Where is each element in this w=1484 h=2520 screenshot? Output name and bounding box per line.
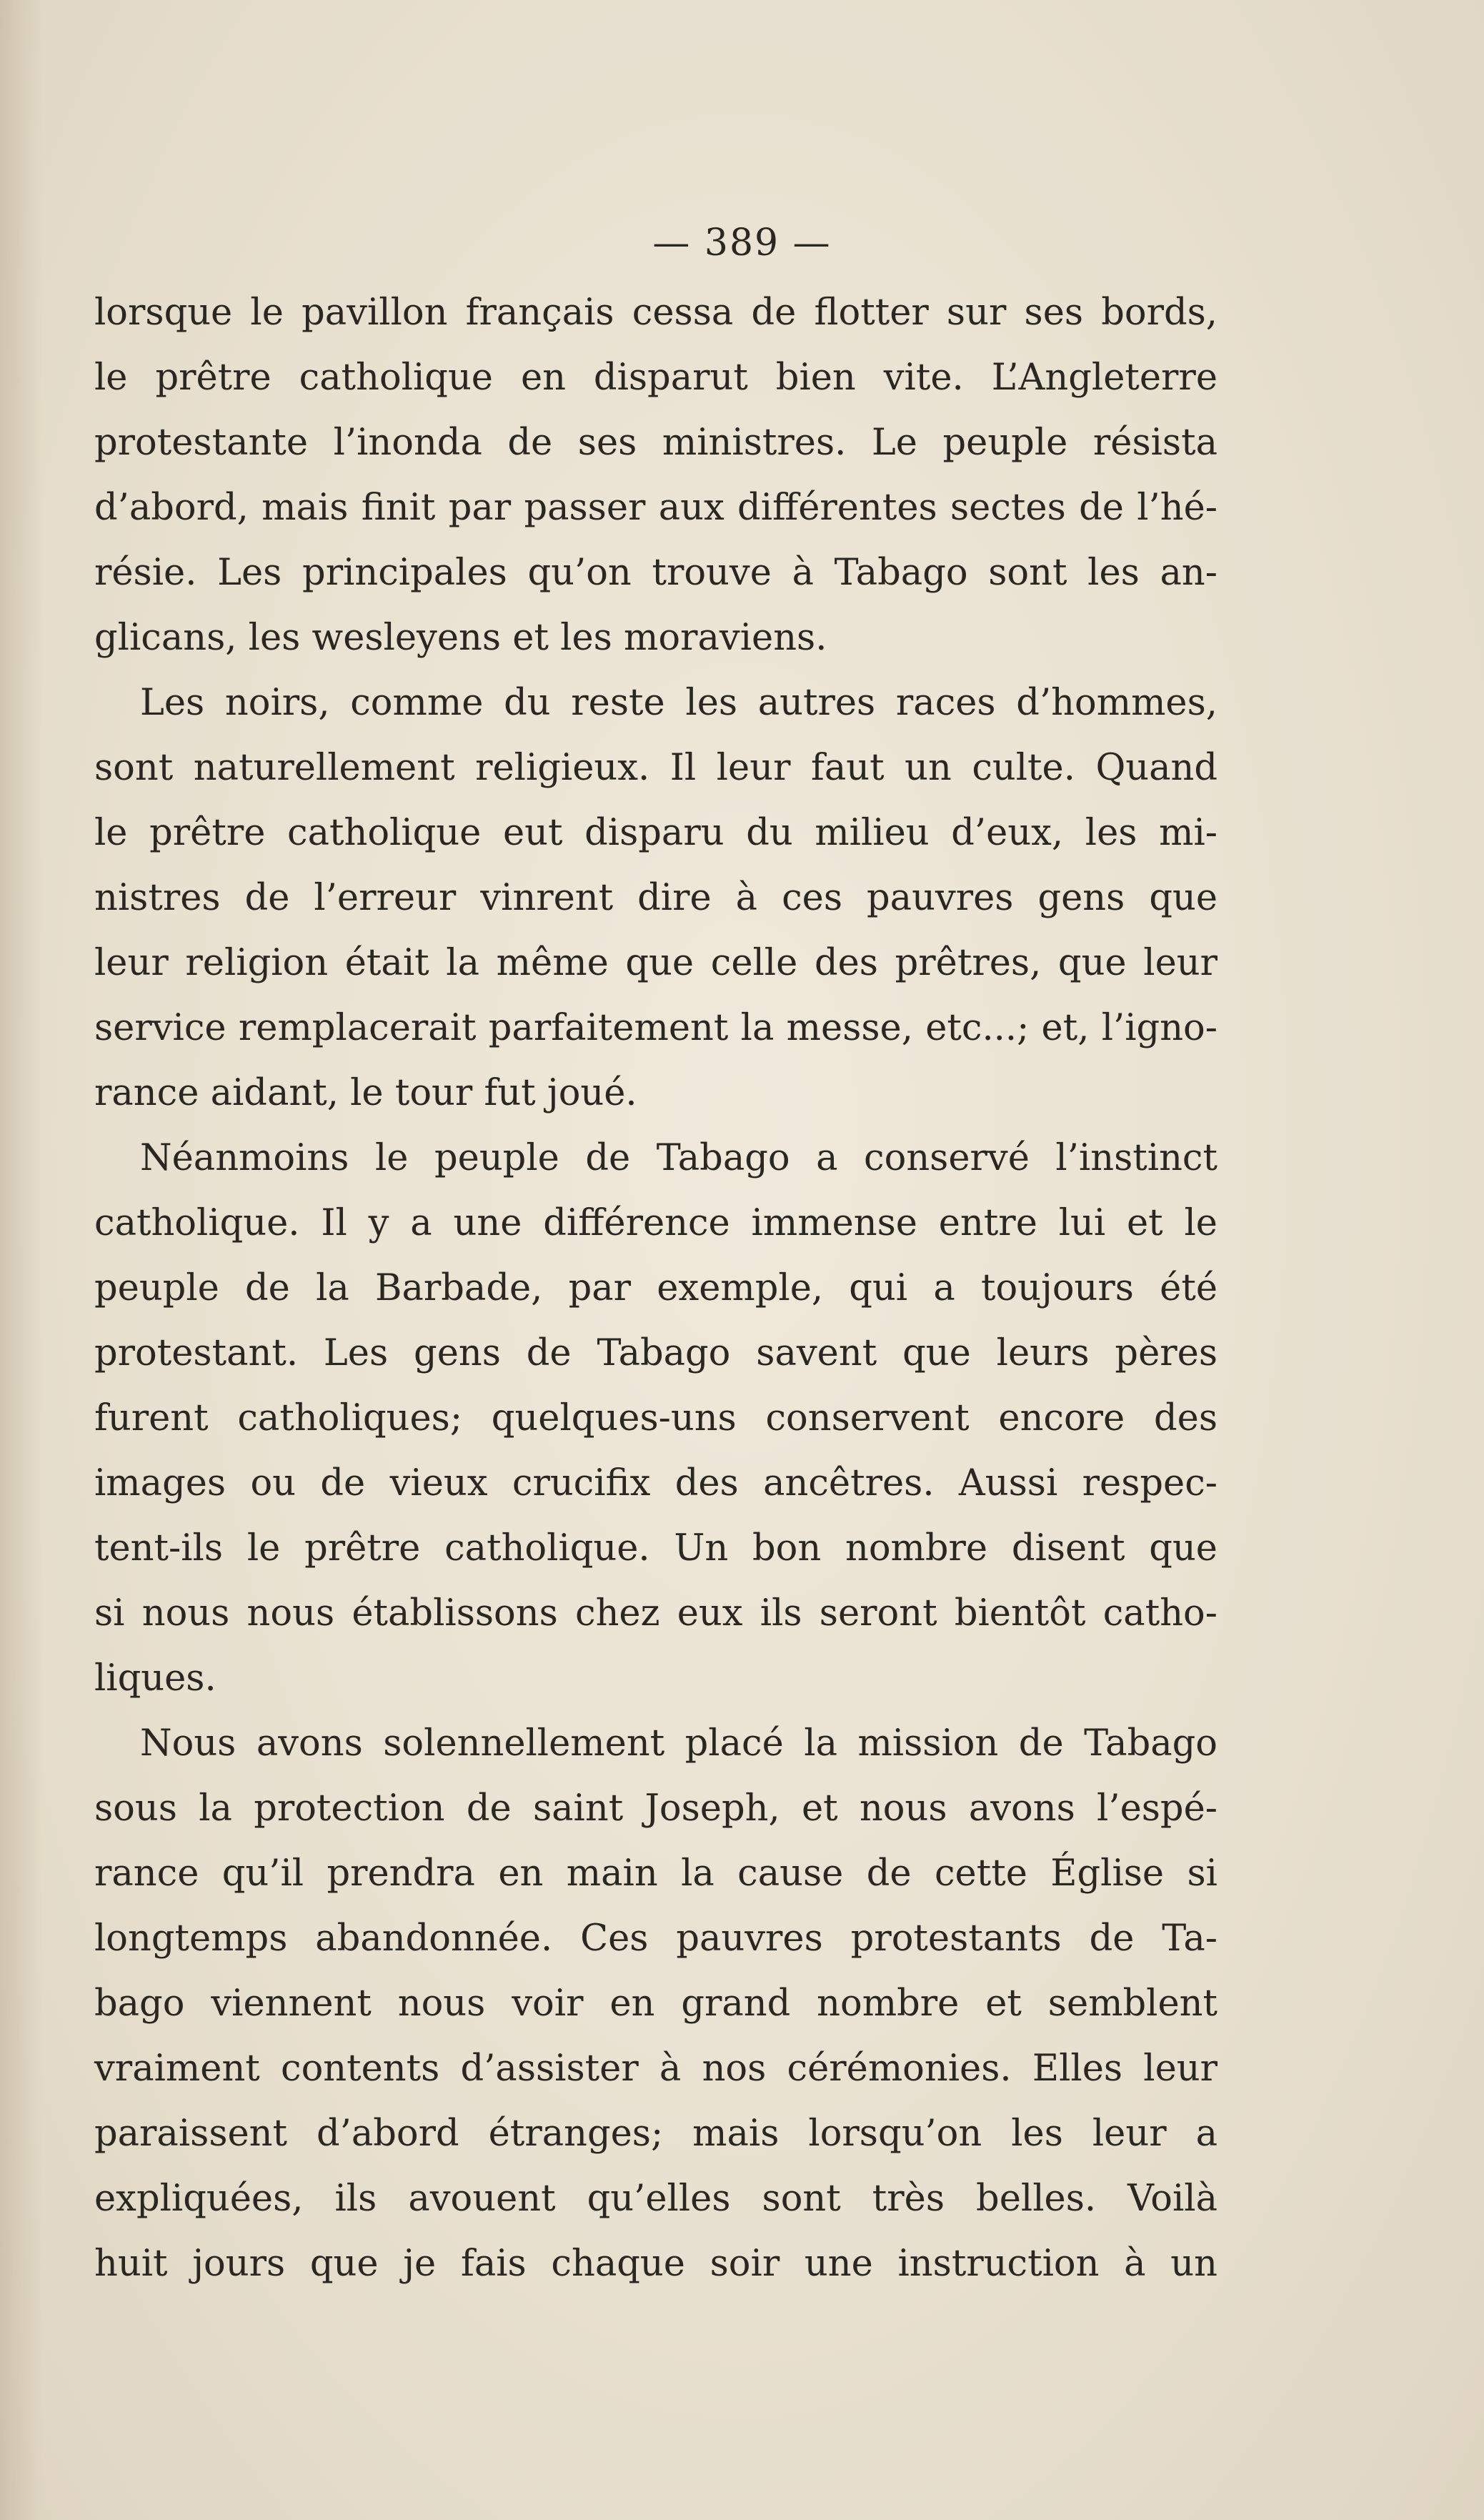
text-line: liques. [94,1657,216,1700]
text-line: sous la protection de saint Joseph, et nous avons l’espé- [94,1787,1217,1830]
text-line: lorsque le pavillon français cessa de flotter sur ses bords, [94,292,1217,334]
paragraph-start: Néanmoins le peuple de Tabago a conservé l’instinct [140,1137,1217,1179]
text-line: peuple de la Barbade, par exemple, qui a toujours été [94,1267,1217,1309]
text-line: furent catholiques; quelques-uns conservent encore des [94,1397,1217,1439]
text-line: expliquées, ils avouent qu’elles sont très belles. Voilà [94,2178,1217,2220]
text-line: leur religion était la même que celle des prêtres, que leur [94,942,1217,984]
page-number: — 389 — [652,222,832,264]
paragraph-start: Les noirs, comme du reste les autres races d’hommes, [140,682,1217,724]
text-line: nistres de l’erreur vinrent dire à ces pauvres gens que [94,877,1217,919]
text-line: longtemps abandonnée. Ces pauvres protestants de Ta- [94,1918,1217,1960]
text-line: le prêtre catholique en disparut bien vite. L’Angleterre [94,357,1217,399]
gutter-shadow [0,0,43,2520]
text-line: rance aidant, le tour fut joué. [94,1072,637,1114]
text-line: service remplacerait parfaitement la messe, etc...; et, l’igno- [94,1007,1217,1049]
text-line: glicans, les wesleyens et les moraviens. [94,617,827,659]
text-line: le prêtre catholique eut disparu du milieu d’eux, les mi- [94,812,1217,854]
text-line: paraissent d’abord étranges; mais lorsqu’on les leur a [94,2113,1217,2155]
text-line: images ou de vieux crucifix des ancêtres. Aussi respec- [94,1462,1217,1504]
text-line: catholique. Il y a une différence immense entre lui et le [94,1202,1217,1244]
body-text [94,280,1217,2296]
text-line: bago viennent nous voir en grand nombre et semblent [94,1983,1217,2025]
text-line: huit jours que je fais chaque soir une instruction à un [94,2243,1217,2285]
paragraph-start: Nous avons solennellement placé la mission de Tabago [140,1722,1217,1765]
text-line: protestante l’inonda de ses ministres. Le peuple résista [94,422,1217,464]
text-line: tent-ils le prêtre catholique. Un bon nombre disent que [94,1527,1217,1569]
text-line: si nous nous établissons chez eux ils seront bientôt catho- [94,1592,1217,1634]
text-line: rance qu’il prendra en main la cause de cette Église si [94,1852,1217,1895]
text-line: protestant. Les gens de Tabago savent que leurs pères [94,1332,1217,1374]
text-line: vraiment contents d’assister à nos cérémonies. Elles leur [94,2048,1217,2090]
text-line: résie. Les principales qu’on trouve à Tabago sont les an- [94,552,1217,594]
text-line: d’abord, mais finit par passer aux différentes sectes de l’hé- [94,487,1217,529]
text-line: sont naturellement religieux. Il leur faut un culte. Quand [94,747,1217,789]
